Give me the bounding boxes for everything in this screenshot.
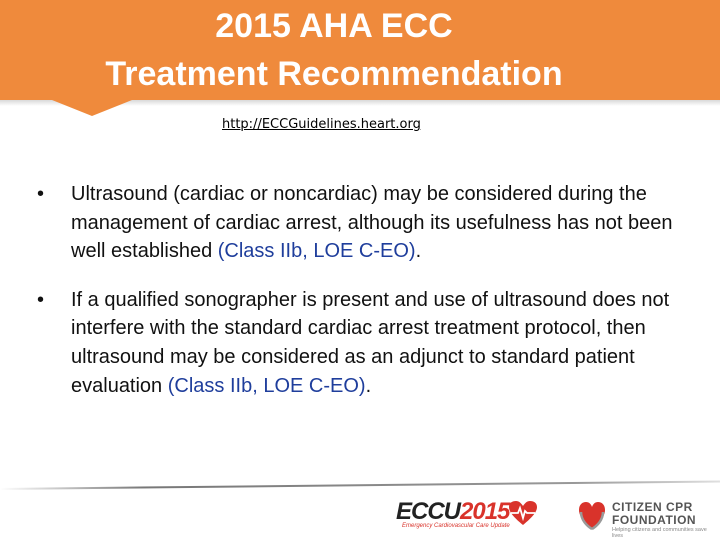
eccu-logo-text: ECCU2015 bbox=[396, 498, 510, 525]
bullet-item bbox=[34, 286, 694, 400]
bullet-tail: . bbox=[415, 240, 422, 263]
bullet-text: Ultrasound (cardiac or noncardiac) may be considered during the management of cardiac arrest, although its usefulness has not been well established bbox=[71, 183, 673, 263]
bullet-text: If a qualified sonographer is present and use of ultrasound does not interfere with the standard cardiac arrest treatment protocol, then ultrasound may be considered as an adjunct to standard patient evaluation bbox=[71, 288, 670, 397]
ccf-logo-line-1: CITIZEN CPR bbox=[612, 500, 693, 514]
eccu-logo bbox=[396, 498, 542, 534]
class-loe-label: (Class IIb, LOE C-EO) bbox=[167, 374, 366, 397]
page-title-line-1: 2015 AHA ECC bbox=[215, 7, 453, 45]
eccu-logo-tagline: Emergency Cardiovascular Care Update bbox=[402, 523, 510, 529]
class-loe-label: (Class IIb, LOE C-EO) bbox=[217, 240, 416, 263]
bullet-item bbox=[34, 180, 694, 266]
ccf-logo-tagline: Helping citizens and communities save lives bbox=[612, 527, 707, 539]
heart-hands-icon bbox=[576, 498, 608, 532]
bullet-tail: . bbox=[365, 374, 372, 397]
guidelines-link[interactable]: http://ECCGuidelines.heart.org bbox=[222, 117, 421, 132]
footer-divider bbox=[0, 480, 720, 490]
page-title-line-2: Treatment Recommendation bbox=[105, 55, 563, 93]
bullet-dot-icon: • bbox=[37, 183, 45, 205]
bullet-dot-icon: • bbox=[37, 288, 45, 311]
banner-notch bbox=[52, 100, 132, 116]
citizen-cpr-logo bbox=[576, 496, 716, 539]
heart-icon bbox=[508, 500, 538, 526]
bullet-list bbox=[34, 180, 694, 420]
ccf-logo-line-2: FOUNDATION bbox=[612, 513, 697, 527]
